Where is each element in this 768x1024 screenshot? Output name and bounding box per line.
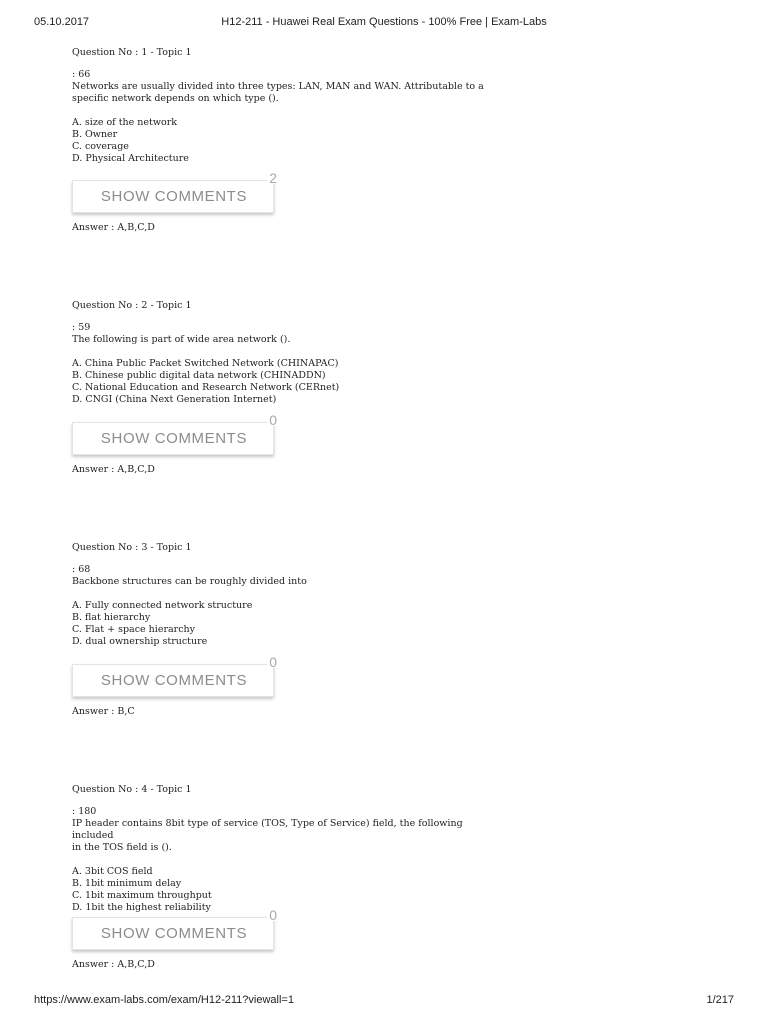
option-item: B. 1bit minimum delay bbox=[72, 878, 182, 889]
option-item: A. Fully connected network structure bbox=[72, 600, 253, 611]
question-heading: Question No : 3 - Topic 1 bbox=[72, 542, 192, 553]
comments-count-badge: 0 bbox=[269, 907, 277, 923]
question-heading: Question No : 1 - Topic 1 bbox=[72, 47, 192, 58]
option-list bbox=[72, 866, 492, 914]
question-block bbox=[72, 300, 492, 475]
option-item: B. Owner bbox=[72, 129, 118, 140]
question-text-line: IP header contains 8bit type of service (TOS, Type of Service) field, the following included bbox=[72, 818, 463, 841]
show-comments-button[interactable] bbox=[72, 654, 277, 697]
option-item: C. coverage bbox=[72, 141, 129, 152]
option-list bbox=[72, 358, 492, 406]
question-score: : 59 bbox=[72, 322, 91, 333]
option-item: C. Flat + space hierarchy bbox=[72, 624, 195, 635]
question-heading: Question No : 4 - Topic 1 bbox=[72, 784, 192, 795]
print-title: H12-211 - Huawei Real Exam Questions - 100% Free | Exam-Labs bbox=[221, 16, 547, 28]
question-text-line: in the TOS field is (). bbox=[72, 842, 172, 853]
show-comments-label: SHOW COMMENTS bbox=[100, 925, 248, 942]
page-number: 1/217 bbox=[706, 994, 734, 1006]
question-text-line: Networks are usually divided into three types: LAN, MAN and WAN. Attributable to a bbox=[72, 81, 484, 92]
question-heading: Question No : 2 - Topic 1 bbox=[72, 300, 192, 311]
option-item: B. flat hierarchy bbox=[72, 612, 151, 623]
option-item: A. size of the network bbox=[72, 117, 178, 128]
comments-count-badge: 0 bbox=[269, 412, 277, 428]
answer-text: Answer : A,B,C,D bbox=[72, 464, 155, 475]
question-block bbox=[72, 784, 492, 970]
option-list bbox=[72, 600, 492, 648]
question-text-line: Backbone structures can be roughly divided into bbox=[72, 576, 307, 587]
show-comments-label: SHOW COMMENTS bbox=[100, 430, 248, 447]
question-score: : 180 bbox=[72, 806, 97, 817]
option-item: D. CNGI (China Next Generation Internet) bbox=[72, 394, 277, 405]
question-score: : 68 bbox=[72, 564, 91, 575]
question-text-line: The following is part of wide area network (). bbox=[72, 334, 291, 345]
option-item: D. dual ownership structure bbox=[72, 636, 208, 647]
print-date: 05.10.2017 bbox=[34, 16, 90, 28]
show-comments-label: SHOW COMMENTS bbox=[100, 188, 248, 205]
comments-count-badge: 2 bbox=[269, 170, 277, 186]
option-item: B. Chinese public digital data network (CHINADDN) bbox=[72, 370, 326, 381]
answer-text: Answer : B,C bbox=[72, 706, 135, 717]
option-item: C. 1bit maximum throughput bbox=[72, 890, 212, 901]
question-block bbox=[72, 47, 492, 233]
option-item: A. 3bit COS field bbox=[72, 866, 153, 877]
answer-text: Answer : A,B,C,D bbox=[72, 222, 155, 233]
page-url: https://www.exam-labs.com/exam/H12-211?viewall=1 bbox=[34, 994, 294, 1006]
question-score: : 66 bbox=[72, 69, 91, 80]
question-block bbox=[72, 542, 492, 717]
answer-text: Answer : A,B,C,D bbox=[72, 959, 155, 970]
show-comments-button[interactable] bbox=[72, 170, 277, 213]
option-item: A. China Public Packet Switched Network (CHINAPAC) bbox=[72, 358, 339, 369]
option-item: D. 1bit the highest reliability bbox=[72, 902, 211, 913]
option-item: D. Physical Architecture bbox=[72, 153, 189, 164]
show-comments-label: SHOW COMMENTS bbox=[100, 672, 248, 689]
show-comments-button[interactable] bbox=[72, 412, 277, 455]
comments-count-badge: 0 bbox=[269, 654, 277, 670]
option-list bbox=[72, 117, 492, 165]
question-text-line: specific network depends on which type (). bbox=[72, 93, 279, 104]
option-item: C. National Education and Research Network (CERnet) bbox=[72, 382, 340, 393]
